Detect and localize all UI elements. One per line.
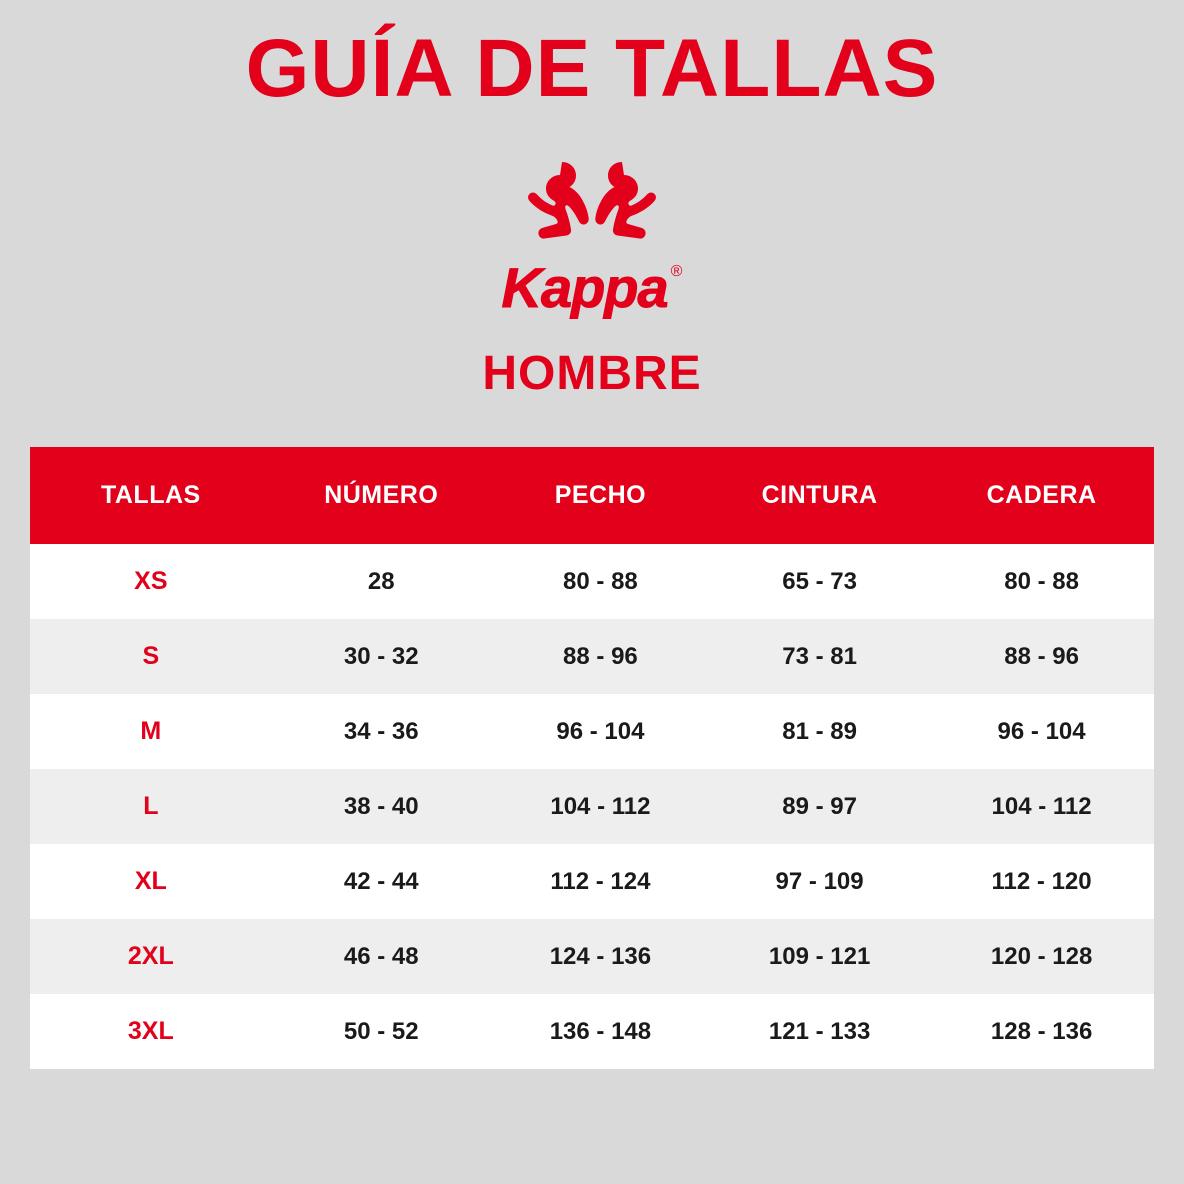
table-header [30, 447, 1154, 544]
cell-pecho: 124 - 136 [491, 919, 710, 994]
cell-talla: 2XL [30, 919, 272, 994]
cell-talla: XL [30, 844, 272, 919]
cell-pecho: 80 - 88 [491, 544, 710, 619]
brand-name: Kappa [501, 256, 668, 320]
cell-cadera: 104 - 112 [929, 769, 1154, 844]
column-header-numero: NÚMERO [272, 447, 491, 544]
cell-numero: 50 - 52 [272, 994, 491, 1069]
page-subtitle: HOMBRE [482, 347, 702, 401]
cell-cadera: 128 - 136 [929, 994, 1154, 1069]
registered-mark: ® [670, 263, 683, 281]
cell-cintura: 97 - 109 [710, 844, 929, 919]
cell-cadera: 120 - 128 [929, 919, 1154, 994]
table-row [30, 619, 1154, 694]
size-table [30, 447, 1154, 1069]
cell-talla: L [30, 769, 272, 844]
cell-talla: M [30, 694, 272, 769]
cell-pecho: 96 - 104 [491, 694, 710, 769]
table-row [30, 694, 1154, 769]
brand-wordmark [501, 256, 683, 320]
table-row [30, 769, 1154, 844]
cell-cadera: 88 - 96 [929, 619, 1154, 694]
table-row [30, 994, 1154, 1069]
table-row [30, 544, 1154, 619]
page-title: GUÍA DE TALLAS [245, 23, 939, 114]
cell-numero: 30 - 32 [272, 619, 491, 694]
cell-numero: 42 - 44 [272, 844, 491, 919]
cell-pecho: 112 - 124 [491, 844, 710, 919]
cell-numero: 34 - 36 [272, 694, 491, 769]
column-header-cintura: CINTURA [710, 447, 929, 544]
cell-cadera: 96 - 104 [929, 694, 1154, 769]
cell-cintura: 109 - 121 [710, 919, 929, 994]
cell-numero: 46 - 48 [272, 919, 491, 994]
cell-talla: 3XL [30, 994, 272, 1069]
table-body [30, 544, 1154, 1069]
cell-numero: 38 - 40 [272, 769, 491, 844]
cell-cintura: 89 - 97 [710, 769, 929, 844]
column-header-pecho: PECHO [491, 447, 710, 544]
cell-pecho: 136 - 148 [491, 994, 710, 1069]
cell-cintura: 81 - 89 [710, 694, 929, 769]
cell-cintura: 65 - 73 [710, 544, 929, 619]
table-header-row [30, 447, 1154, 544]
kappa-omini-logo-icon [487, 148, 697, 258]
size-table-container [30, 447, 1154, 1069]
cell-talla: S [30, 619, 272, 694]
table-row [30, 919, 1154, 994]
cell-pecho: 104 - 112 [491, 769, 710, 844]
column-header-tallas: TALLAS [30, 447, 272, 544]
cell-cintura: 73 - 81 [710, 619, 929, 694]
brand-logo [0, 148, 1184, 320]
cell-cadera: 112 - 120 [929, 844, 1154, 919]
cell-cadera: 80 - 88 [929, 544, 1154, 619]
cell-cintura: 121 - 133 [710, 994, 929, 1069]
cell-numero: 28 [272, 544, 491, 619]
cell-talla: XS [30, 544, 272, 619]
cell-pecho: 88 - 96 [491, 619, 710, 694]
table-row [30, 844, 1154, 919]
column-header-cadera: CADERA [929, 447, 1154, 544]
